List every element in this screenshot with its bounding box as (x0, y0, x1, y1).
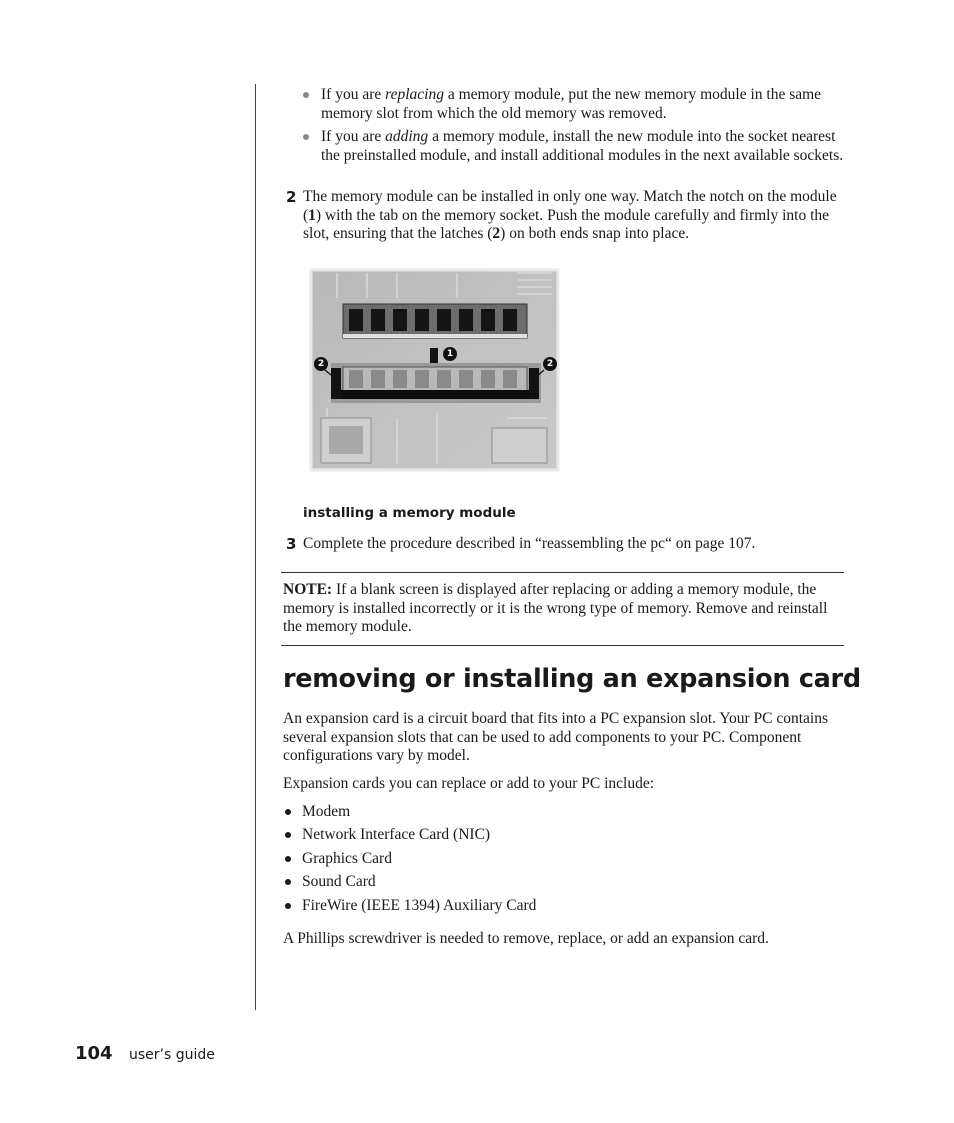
note-box (283, 581, 843, 637)
step-text: The memory module can be installed in only one way. Match the notch on the module (1) with the tab on the memory socket. Push the module carefully and firmly into the slot, ensuring that the latches (2) on both ends snap into place. (303, 188, 837, 242)
paragraph-screwdriver: A Phillips screwdriver is needed to remove, replace, or add an expansion card. (283, 930, 769, 947)
note-rule-bottom (281, 645, 844, 646)
list-item: Network Interface Card (NIC) (284, 826, 804, 849)
expansion-card-list (284, 803, 804, 920)
bullet-icon (285, 809, 291, 815)
list-item: Sound Card (284, 873, 804, 896)
bullet-icon (303, 92, 309, 98)
footer-title: user’s guide (129, 1047, 215, 1063)
bullet-icon (285, 879, 291, 885)
step-text: Complete the procedure described in “reassembling the pc“ on page 107. (303, 535, 756, 552)
margin-rule (255, 84, 256, 1010)
bullet-icon (285, 832, 291, 838)
note-rule-top (281, 572, 844, 573)
list-item: Modem (284, 803, 804, 826)
list-item: FireWire (IEEE 1394) Auxiliary Card (284, 897, 804, 920)
list-item: Graphics Card (284, 850, 804, 873)
step-number: 3 (286, 535, 297, 553)
callout-2-right: 2 (543, 357, 557, 371)
note-text: If a blank screen is displayed after replacing or adding a memory module, the memory is installed incorrectly or it is the wrong type of memory. Remove and reinstall the memory module. (283, 581, 828, 635)
list-item: If you are replacing a memory module, put the new memory module in the same memory slot from which the old memory was removed. (303, 86, 848, 123)
bullet-icon (285, 856, 291, 862)
callout-1: 1 (443, 347, 457, 361)
paragraph-list-intro: Expansion cards you can replace or add to your PC include: (283, 775, 655, 792)
step-number: 2 (286, 188, 297, 206)
memory-module-figure (307, 268, 560, 473)
figure-caption: installing a memory module (303, 505, 516, 521)
section-heading: removing or installing an expansion card (283, 664, 861, 694)
callout-2-left: 2 (314, 357, 328, 371)
bullet-icon (303, 134, 309, 140)
page-number: 104 (75, 1043, 113, 1064)
paragraph-intro: An expansion card is a circuit board that fits into a PC expansion slot. Your PC contains several expansion slots that can be used to add components to your PC. Component configurations vary by model. (283, 710, 829, 764)
memory-bullet-list (303, 86, 848, 170)
bullet-icon (285, 903, 291, 909)
step-3 (286, 535, 846, 554)
step-2 (286, 188, 846, 244)
note-label: NOTE: (283, 581, 333, 598)
list-item: If you are adding a memory module, install the new module into the socket nearest the preinstalled module, and install additional modules in the next available sockets. (303, 128, 848, 165)
